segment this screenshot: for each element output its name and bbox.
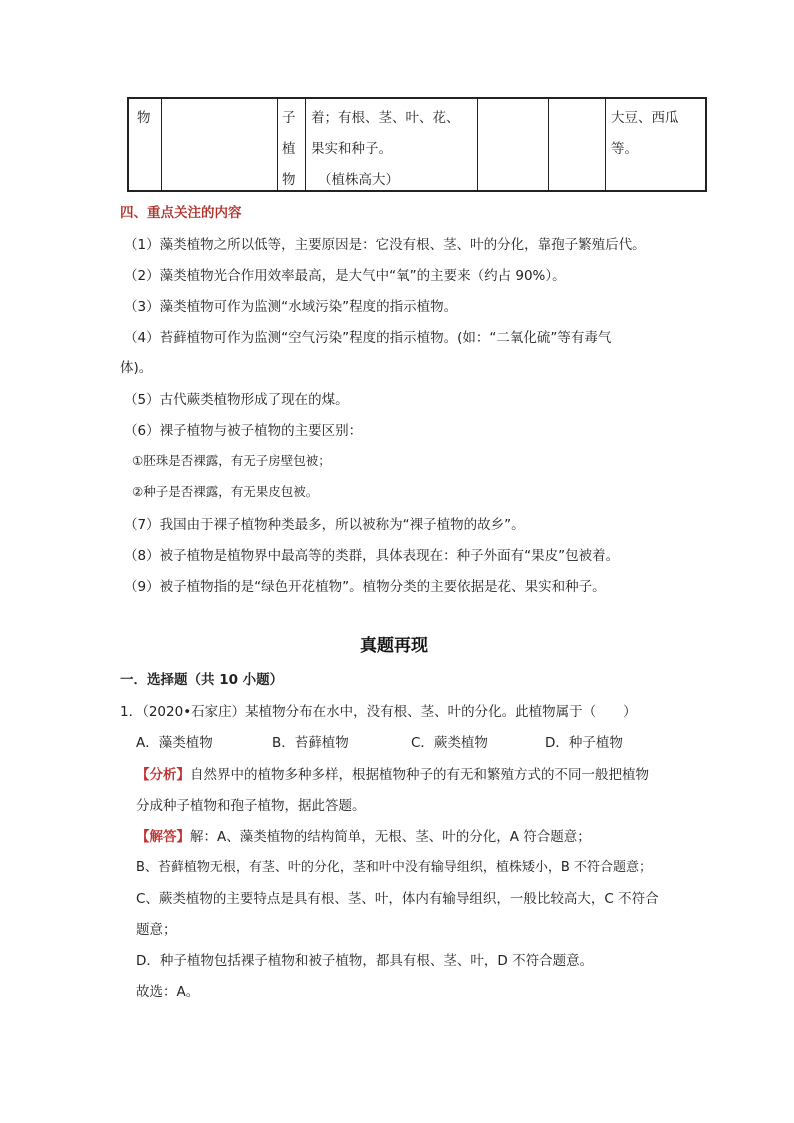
list-item: 体)。 <box>120 360 153 376</box>
page-title: 真题再现 <box>360 636 428 656</box>
plant-table-row <box>127 97 707 192</box>
list-item: （5）古代蕨类植物形成了现在的煤。 <box>124 392 349 408</box>
table-cell-text: 大豆、西瓜 <box>611 110 679 126</box>
list-item: （6）裸子植物与被子植物的主要区别： <box>124 423 363 439</box>
table-cell-text: 植 <box>282 141 296 157</box>
table-cell-text: 物 <box>282 172 296 188</box>
section-heading: 一．选择题（共 10 小题） <box>120 672 284 688</box>
analysis-text: 自然界中的植物多种多样，根据植物种子的有无和繁殖方式的不同一般把植物 <box>190 767 649 783</box>
list-subitem: ②种子是否裸露，有无果皮包被。 <box>132 484 319 499</box>
table-cell-text: 果实和种子。 <box>311 141 392 157</box>
table-cell-text: 子 <box>282 110 296 126</box>
list-item: （1）藻类植物之所以低等，主要原因是：它没有根、茎、叶的分化，靠孢子繁殖后代。 <box>124 237 646 253</box>
list-item: （8）被子植物是植物界中最高等的类群，具体表现在：种子外面有“果皮”包被着。 <box>124 548 620 564</box>
table-cell-category <box>129 99 162 190</box>
analysis-line: 分成种子植物和孢子植物，据此答题。 <box>136 798 366 814</box>
answer-line <box>136 825 591 845</box>
list-item: （9）被子植物指的是“绿色开花植物”。植物分类的主要依据是花、果实和种子。 <box>124 579 606 595</box>
list-item: （4）苔藓植物可作为监测“空气污染”程度的指示植物。(如：“二氧化硫”等有毒气 <box>124 330 612 346</box>
table-cell-empty <box>549 99 606 190</box>
list-item: （7）我国由于裸子植物种类最多，所以被称为“裸子植物的故乡”。 <box>124 517 525 533</box>
table-cell-empty <box>478 99 549 190</box>
table-cell-empty <box>162 99 278 190</box>
table-cell-text: 着；有根、茎、叶、花、 <box>311 110 460 126</box>
option-b: B．苔藓植物 <box>272 735 349 751</box>
answer-line: B、苔藓植物无根，有茎、叶的分化，茎和叶中没有输导组织，植株矮小，B 不符合题意； <box>136 860 652 875</box>
answer-line: 题意； <box>136 922 177 938</box>
analysis-tag: 【分析】 <box>136 767 190 783</box>
answer-tag: 【解答】 <box>136 829 190 845</box>
list-item: （3）藻类植物可作为监测“水域污染”程度的指示植物。 <box>124 299 458 315</box>
option-a: A．藻类植物 <box>136 735 213 751</box>
answer-line: D．种子植物包括裸子植物和被子植物，都具有根、茎、叶，D 不符合题意。 <box>136 953 594 969</box>
answer-text: 解：A、藻类植物的结构简单，无根、茎、叶的分化，A 符合题意； <box>190 829 591 845</box>
analysis-line <box>136 763 649 783</box>
section-heading: 四、重点关注的内容 <box>120 205 242 221</box>
question-stem: 1．（2020•石家庄）某植物分布在水中，没有根、茎、叶的分化。此植物属于（ ） <box>120 704 637 720</box>
table-cell-text: 物 <box>137 110 151 126</box>
table-cell-examples <box>606 99 705 190</box>
table-cell-text: 等。 <box>611 141 638 157</box>
option-d: D．种子植物 <box>545 735 623 751</box>
option-c: C．蕨类植物 <box>411 735 488 751</box>
answer-line: 故选：A。 <box>136 984 200 1000</box>
list-subitem: ①胚珠是否裸露，有无子房壁包被； <box>132 453 331 468</box>
table-cell-features <box>306 99 478 190</box>
list-item: （2）藻类植物光合作用效率最高，是大气中“氧”的主要来（约占 90%）。 <box>124 268 566 284</box>
table-cell-group <box>278 99 306 190</box>
table-cell-text: （植株高大） <box>318 172 399 188</box>
answer-line: C、蕨类植物的主要特点是具有根、茎、叶，体内有输导组织，一般比较高大，C 不符合 <box>136 891 659 907</box>
